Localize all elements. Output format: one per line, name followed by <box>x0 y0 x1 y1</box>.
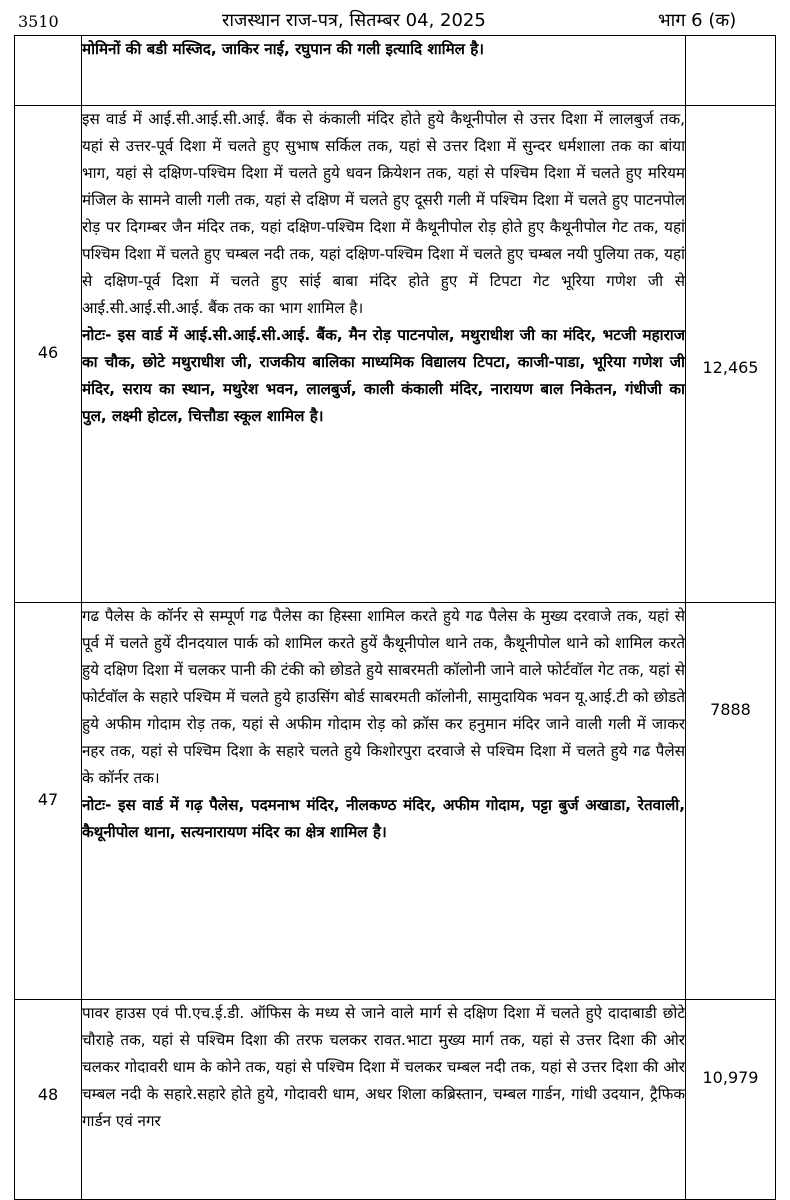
ward-note: नोटः- इस वार्ड में आई.सी.आई.सी.आई. बैंक, मैन रोड़ पाटनपोल, मथुराधीश जी का मंदिर, भटजी महाराज का चौक, छोटे मथुराधीश जी, राजकीय बालिका माध्यमिक विद्यालय टिपटा, काजी-पाडा, भूरिया गणेश जी मंदिर, सराय का स्थान, मथुरेश भवन, लालबुर्ज, काली कंकाली मंदिर, नारायण बाल निकेतन, गंधीजी का पुल, लक्ष्मी होटल, चित्तौडा स्कूल शामिल है। <box>82 326 685 425</box>
population-cell <box>686 36 776 106</box>
ward-number-cell <box>15 1000 82 1200</box>
population-value: 10,979 <box>702 1068 759 1087</box>
population-cell <box>686 1000 776 1200</box>
ward-boundary-text: गढ पैलेस के कॉर्नर से सम्पूर्ण गढ पैलेस का हिस्सा शामिल करते हुये गढ पैलेस के मुख्य दरवाजे तक, यहां से पूर्व में चलते हुयें दीनदयाल पार्क को शामिल करते हुयें कैथूनीपोल थाने तक, कैथूनीपोल थाने को शामिल करते हुये दक्षिण दिशा में चलकर पानी की टंकी को छोडते हुये साबरमती कॉलोनी जाने वाले फोर्टवॉल गेट तक, यहां से फोर्टवॉल के सहारे पश्चिम में चलते हुये हाउसिंग बोर्ड साबरमती कॉलोनी, सामुदायिक भवन यू.आई.टी को छोडते हुये अफीम गोदाम रोड़ तक, यहां से अफीम गोदाम रोड़ को क्रॉस कर हनुमान मंदिर जाने वाली गली में जाकर नहर तक, यहां से पश्चिम दिशा के सहारे चलते हुये किशोरपुरा दरवाजे से पश्चिम दिशा में चलते हुये गढ पैलेस के कॉर्नर तक। <box>82 607 685 787</box>
ward-number: 48 <box>37 1085 59 1104</box>
ward-description-cell <box>82 36 686 106</box>
ward-boundary-text: पावर हाउस एवं पी.एच.ई.डी. ऑफिस के मध्य से जाने वाले मार्ग से दक्षिण दिशा में चलते हुऐ दादाबाडी छोटे चौराहे तक, यहां से पश्चिम दिशा की तरफ चलकर रावत.भाटा मुख्य मार्ग तक, यहां से उत्तर दिशा की ओर चलकर गोदावरी धाम के कोने तक, यहां से पश्चिम दिशा में चलकर चम्बल नदी तक, यहां से उत्तर दिशा की ओर चम्बल नदी के सहारे.सहारे होते हुये, गोदावरी धाम, अधर शिला कब्रिस्तान, चम्बल गार्डन, गांधी उदयान, ट्रैफिक गार्डन एवं नगर <box>82 1004 685 1130</box>
ward-number: 46 <box>37 343 59 362</box>
ward-number-cell <box>15 36 82 106</box>
ward-description-cell <box>82 106 686 603</box>
page-header <box>0 0 790 40</box>
ward-description-cell <box>82 1000 686 1200</box>
page-number: 3510 <box>18 12 59 31</box>
ward-note: मोमिनों की बडी मस्जिद, जाकिर नाई, रघुपान की गली इत्यादि शामिल है। <box>82 40 485 58</box>
population-cell <box>686 603 776 1000</box>
ward-number: 47 <box>37 790 59 809</box>
population-value: 12,465 <box>702 358 759 377</box>
gazette-part: भाग 6 (क) <box>658 10 737 31</box>
ward-boundary-text: इस वार्ड में आई.सी.आई.सी.आई. बैंक से कंकाली मंदिर होते हुये कैथूनीपोल से उत्तर दिशा में लालबुर्ज तक, यहां से उत्तर-पूर्व दिशा में चलते हुए सुभाष सर्किल तक, यहां से उत्तर दिशा में सुन्दर धर्मशाला तक का बांया भाग, यहां से दक्षिण-पश्चिम दिशा में चलते हुये धवन क्रियेशन तक, यहां से पश्चिम दिशा में चलते हुए मरियम मंजिल के सामने वाली गली तक, यहां से दक्षिण में चलते हुए दूसरी गली में पश्चिम दिशा में चलते हुए पाटनपोल रोड़ पर दिगम्बर जैन मंदिर तक, यहां दक्षिण-पश्चिम दिशा में कैथूनीपोल रोड़ होते हुए कैथूनीपोल गेट तक, यहां पश्चिम दिशा में चलते हुए चम्बल नदी तक, यहां दक्षिण-पश्चिम दिशा में चलते हुए चम्बल नयी पुलिया तक, यहां से दक्षिण-पूर्व दिशा में चलते हुए सांई बाबा मंदिर होते हुए में टिपटा गेट भूरिया गणेश जी से आई.सी.आई.सी.आई. बैंक तक का भाग शामिल है। <box>82 110 685 317</box>
table-row <box>15 603 776 1000</box>
ward-number-cell <box>15 106 82 603</box>
population-value: 7888 <box>710 700 751 719</box>
gazette-title: राजस्थान राज-पत्र, सितम्बर 04, 2025 <box>222 10 486 31</box>
population-cell <box>686 106 776 603</box>
ward-note: नोटः- इस वार्ड में गढ़ पैलेस, पदमनाभ मंदिर, नीलकण्ठ मंदिर, अफीम गोदाम, पट्टा बुर्ज अखाडा, रेतवाली, कैथूनीपोल थाना, सत्यनारायण मंदिर का क्षेत्र शामिल है। <box>82 796 685 841</box>
table-row <box>15 106 776 603</box>
ward-number-cell <box>15 603 82 1000</box>
table-row <box>15 1000 776 1200</box>
ward-description-cell <box>82 603 686 1000</box>
table-row <box>15 36 776 106</box>
ward-table <box>14 35 776 1200</box>
